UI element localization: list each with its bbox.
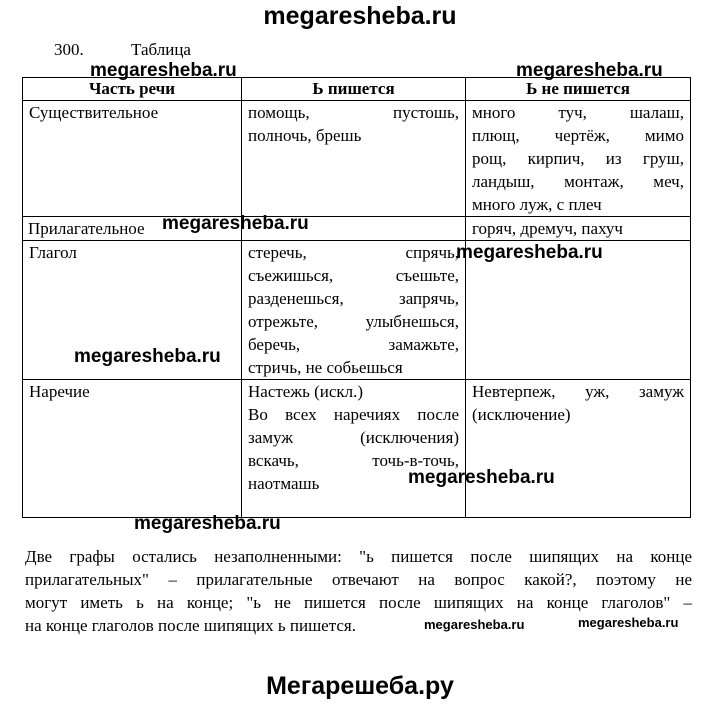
exercise-title: Таблица — [131, 40, 191, 59]
cell-line: беречь, замажьте, — [248, 335, 459, 354]
footer-brand: Мегарешеба.ру — [266, 672, 454, 700]
watermark: megaresheba.ru — [74, 346, 221, 367]
watermark: megaresheba.ru — [456, 242, 603, 263]
header-part-of-speech: Часть речи — [23, 78, 242, 101]
cell-yes — [242, 380, 466, 518]
watermark: megaresheba.ru — [134, 513, 281, 534]
table-row — [23, 101, 691, 217]
header-soft-sign-not-written: Ь не пишется — [466, 78, 691, 101]
cell-part: Существительное — [23, 101, 242, 217]
cell-line: полночь, брешь — [248, 126, 362, 145]
cell-line: много луж, с плеч — [472, 195, 602, 214]
cell-line: (исключение) — [472, 405, 571, 424]
cell-no — [466, 217, 691, 241]
cell-line: плющ, чертёж, мимо — [472, 126, 684, 145]
cell-line: горяч, дремуч, пахуч — [472, 219, 623, 238]
cell-part: Наречие — [23, 380, 242, 518]
cell-line: стричь, не собьешься — [248, 358, 403, 377]
cell-line: Невтерпеж, уж, замуж — [472, 382, 684, 401]
table-row — [23, 217, 691, 241]
cell-line: наотмашь — [248, 474, 320, 493]
watermark: megaresheba.ru — [578, 615, 679, 630]
watermark: megaresheba.ru — [516, 60, 663, 81]
cell-line: съежишься, съешьте, — [248, 266, 459, 285]
cell-line: Во всех наречиях после — [248, 405, 459, 424]
watermark: megaresheba.ru — [90, 60, 237, 81]
paragraph-line: на конце глаголов после шипящих ь пишется. — [25, 616, 356, 635]
watermark: megaresheba.ru — [424, 617, 525, 632]
cell-line: вскачь, точь-в-точь, — [248, 451, 459, 470]
cell-line: помощь, пустошь, — [248, 103, 459, 122]
cell-yes — [242, 241, 466, 380]
table-row — [23, 380, 691, 518]
header-soft-sign-written: Ь пишется — [242, 78, 466, 101]
cell-line: стеречь, спрячь, — [248, 243, 459, 262]
watermark: megaresheba.ru — [408, 467, 555, 488]
watermark-top: megaresheba.ru — [263, 2, 457, 30]
exercise-number: 300. — [54, 40, 84, 59]
cell-line: отрежьте, улыбнешься, — [248, 312, 459, 331]
cell-part: Глагол — [23, 241, 242, 380]
cell-line: много туч, шалаш, — [472, 103, 684, 122]
watermark: megaresheba.ru — [162, 213, 309, 234]
cell-line: замуж (исключения) — [248, 428, 459, 447]
cell-yes — [242, 101, 466, 217]
paragraph-line: Две графы остались незаполненными: "ь пишется после шипящих на конце — [25, 547, 692, 566]
cell-line: ландыш, монтаж, меч, — [472, 172, 684, 191]
cell-no — [466, 101, 691, 217]
cell-line: разденешься, запрячь, — [248, 289, 459, 308]
paragraph-line: могут иметь ь на конце; "ь не пишется после шипящих на конце глаголов" – — [25, 593, 692, 612]
cell-no — [466, 380, 691, 518]
paragraph-line: прилагательных" – прилагательные отвечают на вопрос какой?, поэтому не — [25, 570, 692, 589]
cell-line: рощ, кирпич, из груш, — [472, 149, 684, 168]
cell-part: Прилагательное — [23, 217, 242, 241]
speech-parts-table — [22, 77, 691, 518]
cell-line: Настежь (искл.) — [248, 382, 364, 401]
